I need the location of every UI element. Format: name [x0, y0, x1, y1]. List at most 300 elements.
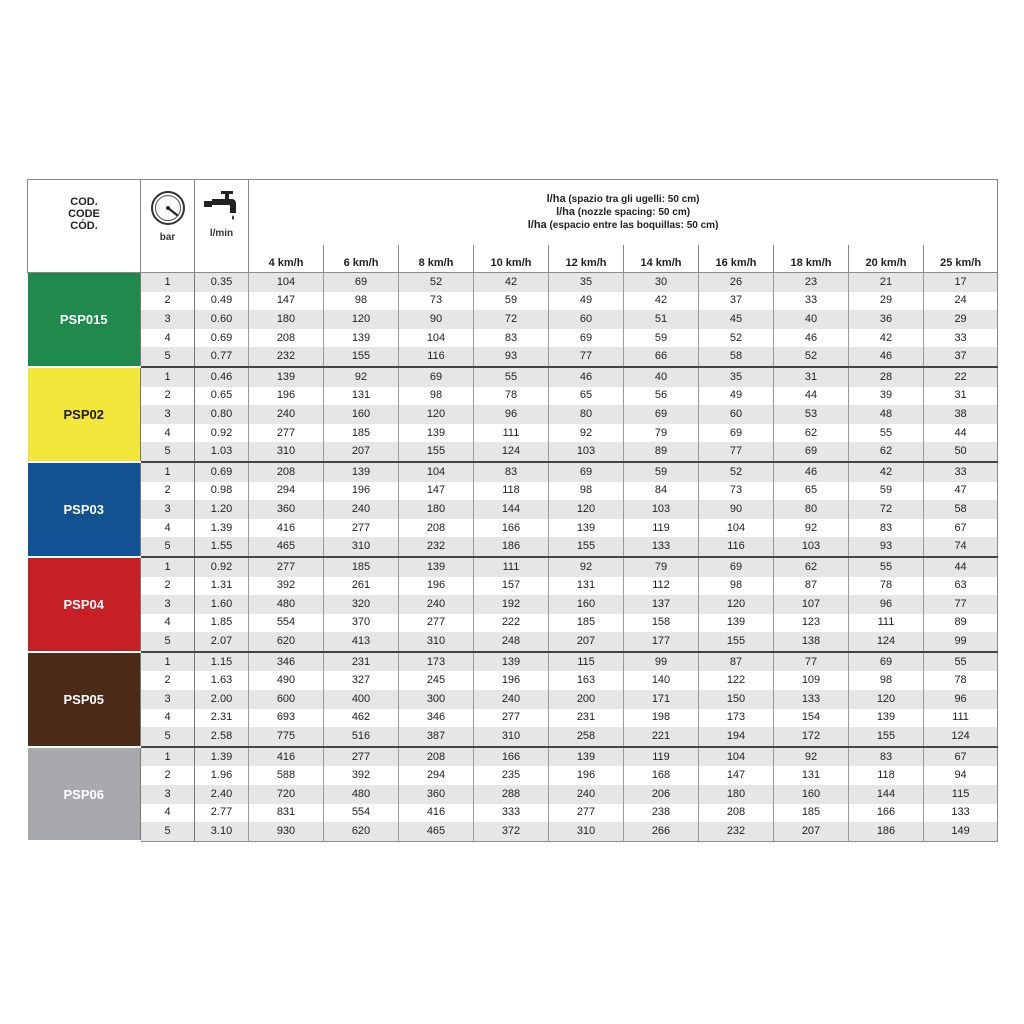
- rate-cell: 40: [624, 367, 699, 387]
- rate-cell: 139: [324, 462, 399, 482]
- pressure-cell: 4: [141, 804, 195, 823]
- pressure-cell: 2: [141, 482, 195, 501]
- rate-cell: 232: [399, 537, 474, 557]
- flow-cell: 0.80: [195, 405, 249, 424]
- rate-cell: 62: [849, 442, 924, 462]
- rate-cell: 139: [399, 557, 474, 577]
- pressure-cell: 5: [141, 822, 195, 841]
- rate-cell: 56: [624, 387, 699, 406]
- rate-cell: 31: [774, 367, 849, 387]
- pressure-cell: 4: [141, 424, 195, 443]
- rate-cell: 98: [549, 482, 624, 501]
- rate-cell: 58: [699, 347, 774, 367]
- rate-cell: 490: [249, 671, 324, 690]
- rate-cell: 69: [699, 424, 774, 443]
- rate-cell: 49: [699, 387, 774, 406]
- rate-cell: 50: [924, 442, 998, 462]
- rate-cell: 160: [324, 405, 399, 424]
- rate-cell: 80: [549, 405, 624, 424]
- pressure-cell: 1: [141, 462, 195, 482]
- rate-cell: 37: [924, 347, 998, 367]
- flow-cell: 1.39: [195, 519, 249, 538]
- pressure-cell: 3: [141, 595, 195, 614]
- table-row: [28, 292, 998, 311]
- flow-cell: 0.69: [195, 329, 249, 348]
- rate-cell: 139: [549, 519, 624, 538]
- rate-cell: 33: [924, 462, 998, 482]
- rate-cell: 277: [249, 424, 324, 443]
- rate-cell: 67: [924, 747, 998, 767]
- rate-cell: 92: [324, 367, 399, 387]
- rate-cell: 115: [549, 652, 624, 672]
- rate-cell: 196: [399, 577, 474, 596]
- rate-cell: 327: [324, 671, 399, 690]
- rate-cell: 207: [549, 632, 624, 652]
- rate-cell: 400: [324, 690, 399, 709]
- rate-cell: 46: [774, 462, 849, 482]
- speed-header: 18 km/h: [774, 245, 849, 273]
- rate-cell: 104: [399, 329, 474, 348]
- rate-cell: 147: [399, 482, 474, 501]
- rate-cell: 89: [924, 614, 998, 633]
- rate-cell: 60: [549, 310, 624, 329]
- rate-cell: 208: [699, 804, 774, 823]
- rate-cell: 44: [924, 424, 998, 443]
- rate-cell: 65: [549, 387, 624, 406]
- rate-cell: 158: [624, 614, 699, 633]
- rate-cell: 310: [399, 632, 474, 652]
- rate-cell: 77: [774, 652, 849, 672]
- nozzle-code: PSP06: [28, 747, 141, 841]
- rate-cell: 208: [249, 462, 324, 482]
- rate-cell: 53: [774, 405, 849, 424]
- rate-cell: 137: [624, 595, 699, 614]
- rate-cell: 185: [324, 424, 399, 443]
- rate-cell: 155: [399, 442, 474, 462]
- nozzle-code: PSP04: [28, 557, 141, 652]
- rate-cell: 31: [924, 387, 998, 406]
- rate-cell: 42: [849, 329, 924, 348]
- rate-cell: 173: [399, 652, 474, 672]
- rate-cell: 67: [924, 519, 998, 538]
- rate-cell: 240: [549, 785, 624, 804]
- rate-cell: 196: [324, 482, 399, 501]
- rate-cell: 55: [924, 652, 998, 672]
- rate-cell: 89: [624, 442, 699, 462]
- rate-cell: 22: [924, 367, 998, 387]
- rate-cell: 124: [924, 727, 998, 747]
- rate-cell: 133: [924, 804, 998, 823]
- rate-cell: 387: [399, 727, 474, 747]
- pressure-cell: 3: [141, 690, 195, 709]
- pressure-cell: 1: [141, 747, 195, 767]
- rate-cell: 173: [699, 709, 774, 728]
- rate-cell: 120: [699, 595, 774, 614]
- rate-cell: 294: [399, 766, 474, 785]
- rate-cell: 93: [474, 347, 549, 367]
- pressure-cell: 3: [141, 405, 195, 424]
- rate-cell: 139: [399, 424, 474, 443]
- rate-cell: 360: [249, 500, 324, 519]
- rate-cell: 131: [774, 766, 849, 785]
- table-row: [28, 537, 998, 557]
- flow-cell: 1.20: [195, 500, 249, 519]
- rate-cell: 163: [549, 671, 624, 690]
- rate-cell: 52: [774, 347, 849, 367]
- rate-cell: 87: [774, 577, 849, 596]
- rate-cell: 120: [324, 310, 399, 329]
- rate-cell: 58: [924, 500, 998, 519]
- rate-cell: 28: [849, 367, 924, 387]
- code-label-it: COD.: [70, 196, 98, 208]
- rate-cell: 83: [474, 462, 549, 482]
- nozzle-flow-table-container: [27, 179, 997, 842]
- rate-cell: 55: [474, 367, 549, 387]
- rate-cell: 84: [624, 482, 699, 501]
- rate-cell: 116: [399, 347, 474, 367]
- rate-cell: 80: [774, 500, 849, 519]
- rate-cell: 360: [399, 785, 474, 804]
- rate-cell: 370: [324, 614, 399, 633]
- rate-cell: 620: [249, 632, 324, 652]
- nozzle-flow-table: [27, 179, 998, 842]
- rate-cell: 620: [324, 822, 399, 841]
- pressure-cell: 2: [141, 577, 195, 596]
- rate-cell: 96: [474, 405, 549, 424]
- rate-cell: 131: [324, 387, 399, 406]
- rate-cell: 77: [924, 595, 998, 614]
- rate-cell: 44: [924, 557, 998, 577]
- rate-cell: 107: [774, 595, 849, 614]
- nozzle-code: PSP05: [28, 652, 141, 747]
- pressure-cell: 4: [141, 709, 195, 728]
- rate-cell: 98: [399, 387, 474, 406]
- table-row: [28, 747, 998, 767]
- rate-cell: 122: [699, 671, 774, 690]
- rate-cell: 83: [849, 747, 924, 767]
- rate-cell: 416: [399, 804, 474, 823]
- rate-cell: 69: [699, 557, 774, 577]
- rate-cell: 52: [699, 462, 774, 482]
- rate-cell: 45: [699, 310, 774, 329]
- rate-cell: 277: [474, 709, 549, 728]
- rate-cell: 33: [924, 329, 998, 348]
- rate-cell: 103: [624, 500, 699, 519]
- table-row: [28, 652, 998, 672]
- rate-line-es: l/ha (espacio entre las boquillas: 50 cm): [527, 218, 719, 231]
- rate-cell: 310: [249, 442, 324, 462]
- speed-header: 12 km/h: [549, 245, 624, 273]
- rate-cell: 157: [474, 577, 549, 596]
- flow-cell: 2.77: [195, 804, 249, 823]
- rate-cell: 294: [249, 482, 324, 501]
- rate-cell: 90: [399, 310, 474, 329]
- speed-header: 14 km/h: [624, 245, 699, 273]
- table-row: [28, 424, 998, 443]
- rate-cell: 139: [699, 614, 774, 633]
- speed-header: 16 km/h: [699, 245, 774, 273]
- pressure-cell: 4: [141, 519, 195, 538]
- rate-cell: 116: [699, 537, 774, 557]
- rate-cell: 24: [924, 292, 998, 311]
- flow-cell: 1.03: [195, 442, 249, 462]
- rate-cell: 155: [699, 632, 774, 652]
- pressure-cell: 2: [141, 671, 195, 690]
- rate-cell: 245: [399, 671, 474, 690]
- rate-cell: 77: [549, 347, 624, 367]
- rate-cell: 79: [624, 557, 699, 577]
- flow-cell: 2.07: [195, 632, 249, 652]
- rate-cell: 39: [849, 387, 924, 406]
- rate-cell: 231: [549, 709, 624, 728]
- rate-cell: 73: [399, 292, 474, 311]
- table-row: [28, 273, 998, 292]
- table-row: [28, 387, 998, 406]
- rate-cell: 206: [624, 785, 699, 804]
- rate-cell: 200: [549, 690, 624, 709]
- rate-cell: 51: [624, 310, 699, 329]
- rate-cell: 96: [849, 595, 924, 614]
- rate-cell: 69: [399, 367, 474, 387]
- rate-cell: 48: [849, 405, 924, 424]
- rate-cell: 47: [924, 482, 998, 501]
- rate-cell: 69: [549, 462, 624, 482]
- rate-cell: 235: [474, 766, 549, 785]
- rate-cell: 266: [624, 822, 699, 841]
- rate-cell: 416: [249, 519, 324, 538]
- rate-cell: 139: [324, 329, 399, 348]
- rate-cell: 160: [774, 785, 849, 804]
- rate-cell: 37: [699, 292, 774, 311]
- rate-cell: 69: [324, 273, 399, 292]
- pressure-cell: 1: [141, 367, 195, 387]
- rate-cell: 240: [249, 405, 324, 424]
- rate-cell: 73: [699, 482, 774, 501]
- pressure-cell: 5: [141, 537, 195, 557]
- rate-cell: 196: [474, 671, 549, 690]
- rate-cell: 78: [474, 387, 549, 406]
- rate-cell: 111: [474, 557, 549, 577]
- speed-header: 4 km/h: [249, 245, 324, 273]
- flow-cell: 1.60: [195, 595, 249, 614]
- rate-cell: 119: [624, 519, 699, 538]
- rate-cell: 69: [549, 329, 624, 348]
- rate-cell: 29: [849, 292, 924, 311]
- rate-cell: 155: [849, 727, 924, 747]
- rate-cell: 186: [474, 537, 549, 557]
- speed-header: 6 km/h: [324, 245, 399, 273]
- rate-cell: 111: [849, 614, 924, 633]
- rate-cell: 98: [324, 292, 399, 311]
- rate-cell: 160: [549, 595, 624, 614]
- rate-cell: 55: [849, 424, 924, 443]
- rate-cell: 693: [249, 709, 324, 728]
- rate-cell: 103: [549, 442, 624, 462]
- flow-cell: 2.31: [195, 709, 249, 728]
- table-row: [28, 690, 998, 709]
- pressure-cell: 1: [141, 557, 195, 577]
- rate-cell: 133: [624, 537, 699, 557]
- rate-cell: 185: [774, 804, 849, 823]
- rate-cell: 258: [549, 727, 624, 747]
- rate-cell: 104: [699, 747, 774, 767]
- code-label-en: CODE: [68, 208, 100, 220]
- rate-cell: 103: [774, 537, 849, 557]
- rate-cell: 79: [624, 424, 699, 443]
- table-row: [28, 367, 998, 387]
- rate-cell: 240: [324, 500, 399, 519]
- rate-cell: 144: [849, 785, 924, 804]
- rate-cell: 392: [324, 766, 399, 785]
- rate-cell: 372: [474, 822, 549, 841]
- flow-cell: 3.10: [195, 822, 249, 841]
- rate-cell: 69: [624, 405, 699, 424]
- rate-cell: 59: [624, 329, 699, 348]
- speed-header: 10 km/h: [474, 245, 549, 273]
- rate-cell: 144: [474, 500, 549, 519]
- rate-cell: 154: [774, 709, 849, 728]
- rate-cell: 155: [549, 537, 624, 557]
- rate-cell: 49: [549, 292, 624, 311]
- rate-cell: 171: [624, 690, 699, 709]
- flow-cell: 0.77: [195, 347, 249, 367]
- rate-cell: 93: [849, 537, 924, 557]
- rate-cell: 192: [474, 595, 549, 614]
- rate-cell: 23: [774, 273, 849, 292]
- rate-cell: 775: [249, 727, 324, 747]
- rate-line-it: l/ha (spazio tra gli ugelli: 50 cm): [546, 192, 700, 205]
- rate-cell: 33: [774, 292, 849, 311]
- pressure-cell: 5: [141, 727, 195, 747]
- rate-cell: 123: [774, 614, 849, 633]
- table-row: [28, 595, 998, 614]
- rate-cell: 66: [624, 347, 699, 367]
- rate-cell: 139: [474, 652, 549, 672]
- rate-cell: 139: [249, 367, 324, 387]
- rate-cell: 112: [624, 577, 699, 596]
- rate-cell: 600: [249, 690, 324, 709]
- rate-cell: 346: [399, 709, 474, 728]
- rate-cell: 166: [474, 519, 549, 538]
- rate-cell: 413: [324, 632, 399, 652]
- rate-cell: 52: [399, 273, 474, 292]
- rate-cell: 222: [474, 614, 549, 633]
- rate-cell: 588: [249, 766, 324, 785]
- rate-cell: 92: [549, 424, 624, 443]
- flow-cell: 1.15: [195, 652, 249, 672]
- table-row: [28, 709, 998, 728]
- rate-cell: 320: [324, 595, 399, 614]
- flow-cell: 0.98: [195, 482, 249, 501]
- rate-cell: 392: [249, 577, 324, 596]
- table-row: [28, 632, 998, 652]
- rate-cell: 277: [549, 804, 624, 823]
- rate-cell: 465: [399, 822, 474, 841]
- table-row: [28, 804, 998, 823]
- rate-cell: 30: [624, 273, 699, 292]
- rate-cell: 196: [249, 387, 324, 406]
- rate-cell: 139: [849, 709, 924, 728]
- pressure-cell: 1: [141, 652, 195, 672]
- rate-cell: 133: [774, 690, 849, 709]
- rate-cell: 166: [849, 804, 924, 823]
- rate-cell: 140: [624, 671, 699, 690]
- flow-cell: 0.92: [195, 557, 249, 577]
- rate-cell: 462: [324, 709, 399, 728]
- flow-cell: 1.55: [195, 537, 249, 557]
- pressure-cell: 3: [141, 310, 195, 329]
- rate-cell: 59: [849, 482, 924, 501]
- rate-cell: 720: [249, 785, 324, 804]
- pressure-cell: 4: [141, 614, 195, 633]
- rate-cell: 232: [699, 822, 774, 841]
- pressure-cell: 2: [141, 387, 195, 406]
- rate-cell: 21: [849, 273, 924, 292]
- rate-cell: 36: [849, 310, 924, 329]
- rate-cell: 104: [249, 273, 324, 292]
- rate-cell: 177: [624, 632, 699, 652]
- rate-cell: 180: [699, 785, 774, 804]
- nozzle-code: PSP02: [28, 367, 141, 462]
- rate-cell: 138: [774, 632, 849, 652]
- rate-cell: 232: [249, 347, 324, 367]
- table-row: [28, 347, 998, 367]
- rate-cell: 554: [249, 614, 324, 633]
- rate-cell: 208: [399, 519, 474, 538]
- rate-cell: 168: [624, 766, 699, 785]
- table-body: [28, 273, 998, 842]
- rate-cell: 38: [924, 405, 998, 424]
- rate-cell: 96: [924, 690, 998, 709]
- rate-cell: 72: [849, 500, 924, 519]
- pressure-gauge-icon: [150, 218, 186, 229]
- code-label-es: CÓD.: [70, 220, 98, 232]
- rate-cell: 240: [399, 595, 474, 614]
- rate-cell: 111: [474, 424, 549, 443]
- rate-cell: 42: [474, 273, 549, 292]
- rate-cell: 62: [774, 424, 849, 443]
- rate-cell: 42: [624, 292, 699, 311]
- rate-cell: 62: [774, 557, 849, 577]
- rate-cell: 92: [549, 557, 624, 577]
- rate-cell: 248: [474, 632, 549, 652]
- table-row: [28, 577, 998, 596]
- rate-cell: 277: [399, 614, 474, 633]
- table-row: [28, 614, 998, 633]
- rate-cell: 74: [924, 537, 998, 557]
- flow-cell: 0.92: [195, 424, 249, 443]
- rate-cell: 124: [849, 632, 924, 652]
- rate-cell: 90: [699, 500, 774, 519]
- rate-cell: 98: [699, 577, 774, 596]
- rate-cell: 207: [774, 822, 849, 841]
- rate-cell: 46: [549, 367, 624, 387]
- rate-cell: 300: [399, 690, 474, 709]
- table-row: [28, 727, 998, 747]
- pressure-cell: 3: [141, 785, 195, 804]
- rate-cell: 198: [624, 709, 699, 728]
- rate-cell: 208: [399, 747, 474, 767]
- rate-cell: 147: [699, 766, 774, 785]
- rate-cell: 196: [549, 766, 624, 785]
- rate-cell: 480: [249, 595, 324, 614]
- rate-cell: 150: [699, 690, 774, 709]
- rate-cell: 416: [249, 747, 324, 767]
- rate-cell: 69: [849, 652, 924, 672]
- rate-cell: 480: [324, 785, 399, 804]
- rate-cell: 120: [849, 690, 924, 709]
- flow-cell: 1.31: [195, 577, 249, 596]
